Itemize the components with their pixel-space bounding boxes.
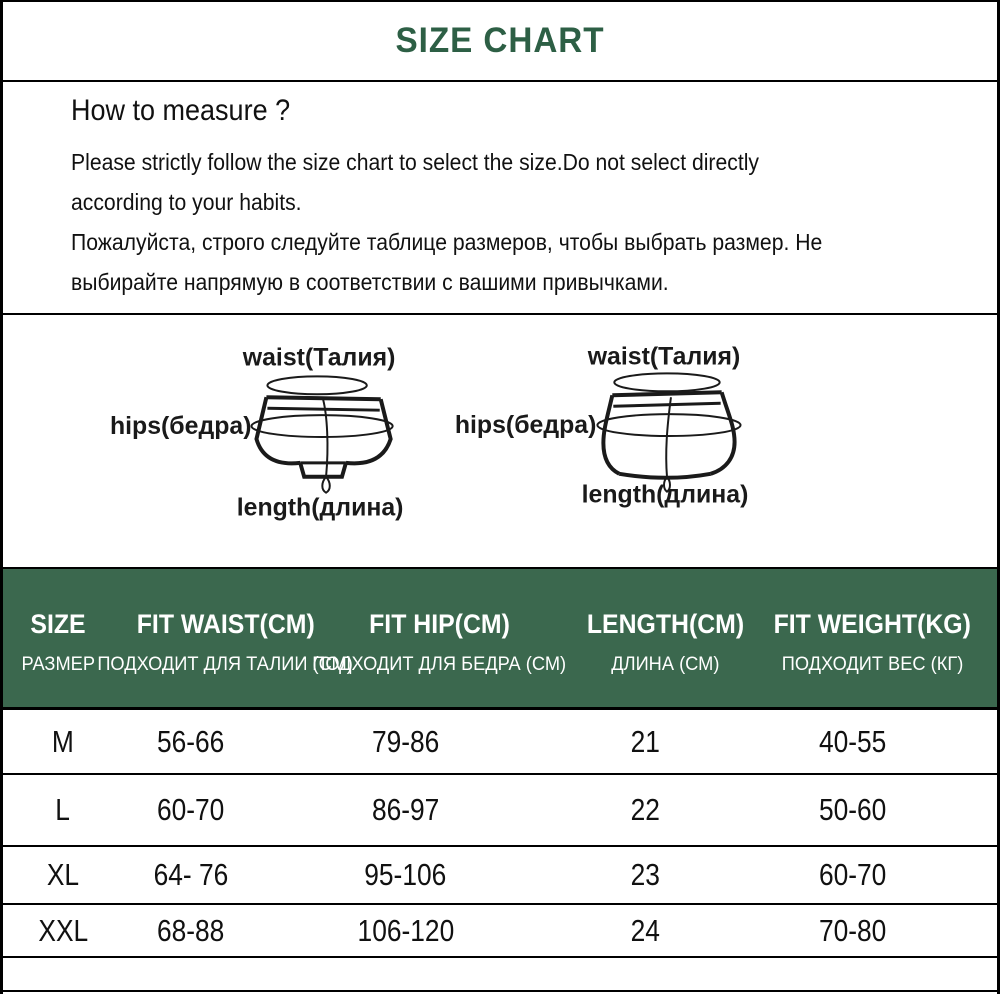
table-row-l	[3, 775, 997, 847]
header-fit-weight	[773, 608, 993, 676]
table-row-xl	[3, 847, 997, 905]
cell-hip: 79-86	[371, 723, 440, 759]
cell-length: 24	[630, 912, 661, 948]
header-fit-hip-ru: ПОДХОДИТ ДЛЯ БЕДРА (СМ)	[312, 653, 567, 675]
cell-size: XXL	[38, 912, 88, 948]
header-length-en: LENGTH(CM)	[586, 608, 745, 639]
cell-waist: 64- 76	[153, 857, 228, 892]
cell-waist: 56-66	[156, 723, 225, 759]
waist-label-right: waist(Талия)	[587, 343, 741, 371]
table-row-empty	[3, 958, 997, 992]
cell-weight: 70-80	[818, 912, 887, 948]
header-fit-weight-en: FIT WEIGHT(KG)	[773, 608, 972, 639]
header-size-en: SIZE	[30, 608, 86, 639]
waist-label-left: waist(Талия)	[242, 344, 396, 372]
cell-hip: 106-120	[357, 912, 454, 948]
header-size-ru: РАЗМЕР	[21, 653, 95, 675]
header-fit-hip-en: FIT HIP(CM)	[369, 608, 510, 639]
cell-waist: 68-88	[156, 912, 225, 948]
cell-length: 22	[630, 792, 661, 827]
measure-line-ru-1: Пожалуйста, строго следуйте таблице размеров, чтобы выбрать размер. Не	[71, 229, 823, 255]
hips-label-right: hips(бедра)	[454, 412, 597, 440]
measure-heading: How to measure ?	[71, 94, 291, 127]
length-label-right: length(длина)	[581, 481, 749, 509]
cell-length: 21	[630, 723, 661, 759]
measure-line-en-1: Please strictly follow the size chart to select the size.Do not select directly	[71, 149, 760, 175]
header-fit-waist	[97, 608, 354, 676]
cell-size: XL	[46, 857, 80, 892]
cell-weight: 40-55	[818, 723, 887, 759]
header-fit-waist-en: FIT WAIST(CM)	[136, 608, 315, 639]
measure-line-en-2: according to your habits.	[71, 189, 302, 215]
header-length	[541, 609, 790, 676]
cell-waist: 60-70	[156, 792, 225, 827]
cell-size: L	[55, 792, 71, 827]
header-fit-hip	[312, 608, 567, 676]
panties-diagrams	[3, 315, 997, 567]
measure-line-ru-2: выбирайте напрямую в соответствии с вашими привычками.	[71, 269, 669, 295]
page-title: SIZE CHART	[395, 21, 605, 60]
cell-size: M	[52, 723, 74, 759]
cell-hip: 86-97	[371, 792, 440, 827]
boyshorts-diagram	[597, 373, 740, 491]
cell-length: 23	[630, 857, 661, 892]
header-fit-waist-ru: ПОДХОДИТ ДЛЯ ТАЛИИ (СМ)	[97, 653, 354, 675]
diagrams-section	[3, 315, 997, 569]
hips-ellipse-left	[252, 415, 393, 437]
cell-hip: 95-106	[364, 857, 447, 892]
cell-weight: 50-60	[818, 792, 887, 827]
how-to-measure-section	[3, 82, 997, 315]
waist-ellipse-right	[614, 373, 719, 391]
length-label-left: length(длина)	[236, 494, 404, 522]
title-section	[3, 2, 997, 82]
waist-ellipse-left	[267, 376, 366, 394]
table-header	[3, 569, 997, 710]
table-row-xxl	[3, 905, 997, 958]
hips-label-left: hips(бедра)	[109, 413, 252, 441]
header-length-ru: ДЛИНА (СМ)	[611, 653, 720, 675]
header-fit-weight-ru: ПОДХОДИТ ВЕС (КГ)	[781, 653, 964, 675]
briefs-diagram	[252, 376, 393, 492]
table-row-m	[3, 710, 997, 775]
cell-weight: 60-70	[818, 857, 887, 892]
